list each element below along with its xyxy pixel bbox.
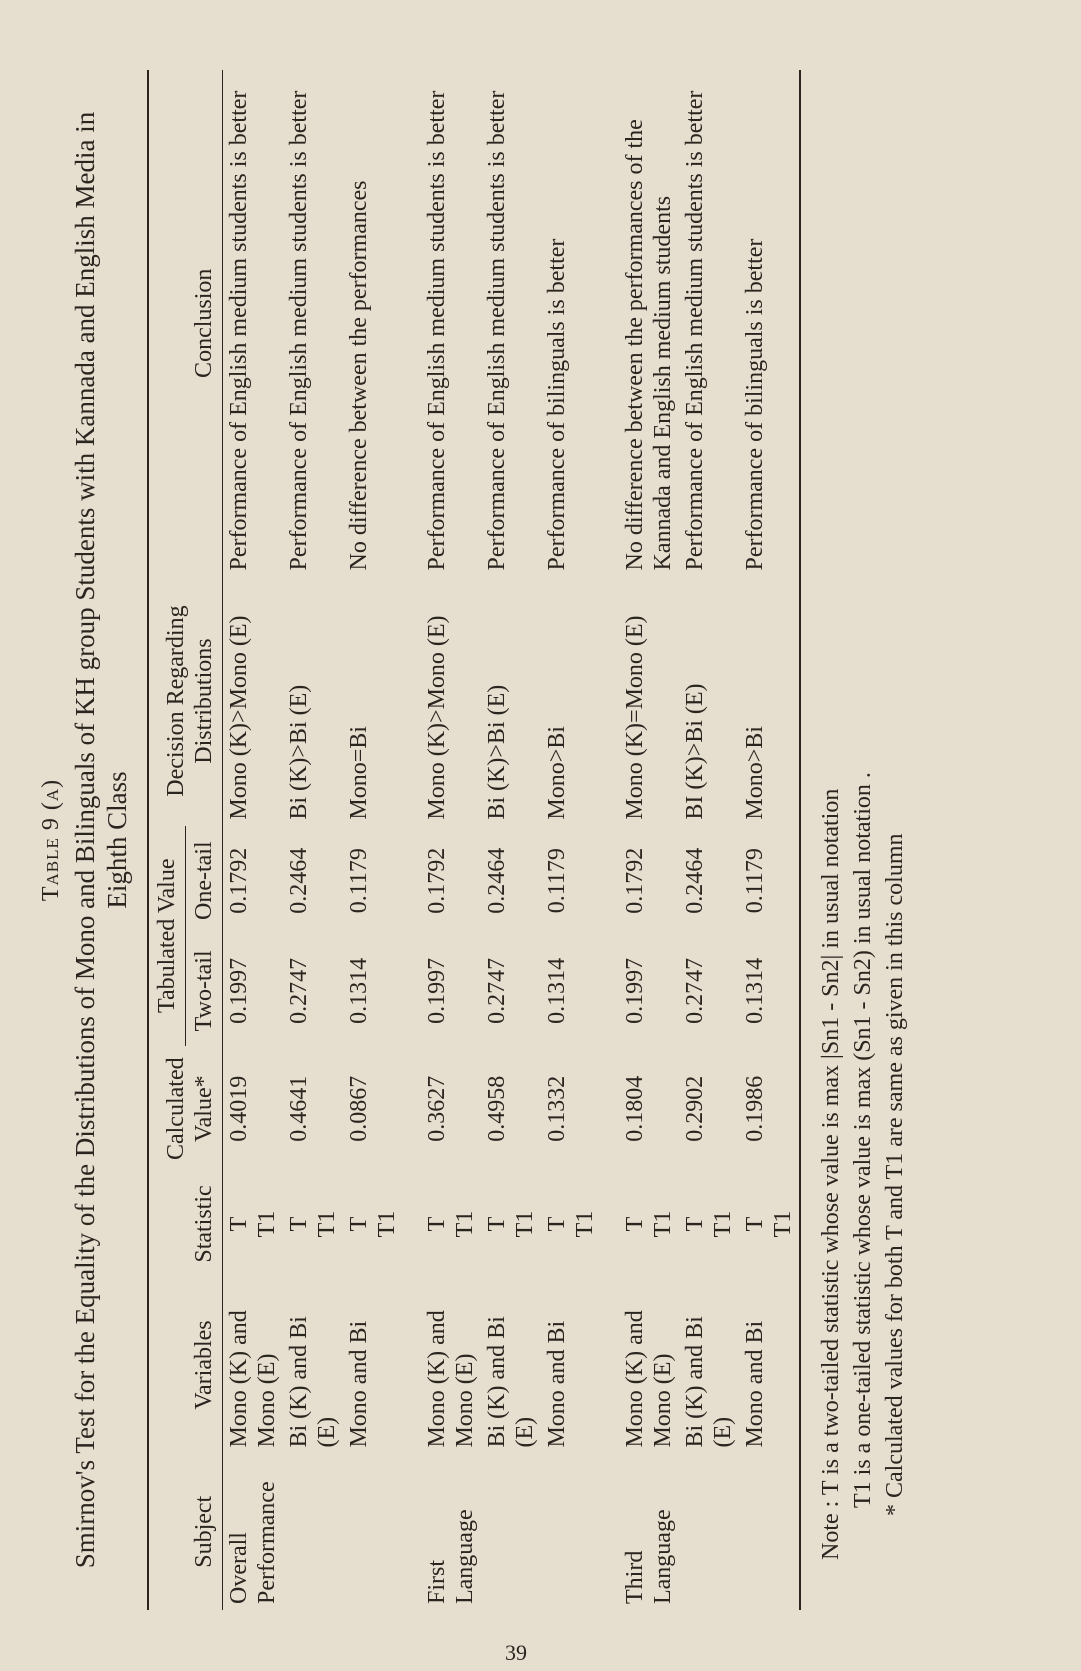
decision-cell: Mono>Bi (742, 726, 768, 820)
statistic-t1: T1 (650, 1210, 676, 1238)
conclusion-cell: Performance of bilinguals is better (544, 238, 570, 571)
header-one-tail: One-tail (186, 826, 223, 936)
statistic-t: T (622, 1216, 648, 1232)
decision-cell: Mono=Bi (346, 726, 372, 820)
subject-cell (541, 1454, 601, 1610)
statistic-t1: T1 (314, 1210, 340, 1238)
table-row (679, 70, 739, 1610)
table-label: Table 9 (a) (38, 778, 64, 902)
variables-cell: Bi (K) and Bi (E) (484, 1316, 538, 1448)
header-tabulated-value: Tabulated Value (154, 858, 180, 1014)
conclusion-cell: Performance of English medium students is better (424, 90, 450, 571)
conclusion-cell: Performance of English medium students is better (484, 90, 510, 571)
statistic-cell (619, 1171, 679, 1276)
header-decision: Decision Regarding Distributions (163, 605, 217, 797)
statistic-cell (343, 1171, 403, 1276)
two-tail-cell: 0.1314 (346, 957, 372, 1024)
two-tail-cell: 0.1314 (742, 957, 768, 1024)
header-subject: Subject (191, 1495, 217, 1568)
statistic-t: T (742, 1216, 768, 1232)
statistic-cell (421, 1171, 481, 1276)
two-tail-cell: 0.1314 (544, 957, 570, 1024)
variables-cell: Mono (K) and Mono (E) (226, 1310, 280, 1448)
statistic-t: T (544, 1216, 570, 1232)
decision-cell: Bi (K)>Bi (E) (286, 684, 312, 820)
table-row (541, 70, 601, 1610)
spacer-cell (601, 70, 619, 1610)
statistic-t: T (226, 1216, 252, 1232)
calculated-value-cell: 0.1804 (622, 1075, 648, 1142)
header-variables: Variables (191, 1320, 217, 1410)
group-spacer (403, 70, 421, 1610)
table-notes (815, 70, 911, 1560)
two-tail-cell: 0.1997 (226, 957, 252, 1024)
one-tail-cell: 0.1179 (346, 848, 372, 914)
table-row (481, 70, 541, 1610)
one-tail-cell: 0.1792 (226, 847, 252, 914)
one-tail-cell: 0.1792 (622, 847, 648, 914)
subject-cell: Overall Performance (226, 1481, 280, 1604)
statistic-t1: T1 (512, 1210, 538, 1238)
two-tail-cell: 0.1997 (622, 957, 648, 1024)
two-tail-cell: 0.1997 (424, 957, 450, 1024)
smirnov-test-table (149, 70, 799, 1610)
statistic-t: T (286, 1216, 312, 1232)
table-row (619, 70, 679, 1610)
variables-cell: Bi (K) and Bi (E) (682, 1316, 736, 1448)
table-row (283, 70, 343, 1610)
calculated-value-cell: 0.2902 (682, 1075, 708, 1142)
decision-cell: Mono (K)>Mono (E) (424, 615, 450, 820)
conclusion-cell: Performance of English medium students is better (226, 90, 252, 571)
conclusion-cell: No difference between the performances of the Kannada and English medium students (622, 119, 676, 571)
statistic-cell (283, 1171, 343, 1276)
subject-cell: Third Language (622, 1509, 676, 1604)
decision-cell: Mono (K)=Mono (E) (622, 615, 648, 820)
header-conclusion: Conclusion (191, 268, 217, 378)
subject-cell (679, 1454, 739, 1610)
variables-cell: Mono and Bi (346, 1320, 372, 1448)
conclusion-cell: No difference between the performances (346, 180, 372, 571)
calculated-value-cell: 0.1332 (544, 1075, 570, 1142)
note-2: T1 is a one-tailed statistic whose value is max (Sn1 - Sn2) in usual notation . (850, 772, 876, 1508)
statistic-t1: T1 (572, 1210, 598, 1238)
table-row (223, 70, 283, 1610)
subject-cell (481, 1454, 541, 1610)
group-spacer (601, 70, 619, 1610)
conclusion-cell: Performance of bilinguals is better (742, 238, 768, 571)
statistic-t1: T1 (374, 1210, 400, 1238)
variables-cell: Mono (K) and Mono (E) (424, 1310, 478, 1448)
two-tail-cell: 0.2747 (682, 957, 708, 1024)
spacer-cell (403, 70, 421, 1610)
one-tail-cell: 0.2464 (484, 847, 510, 914)
decision-cell: Mono (K)>Mono (E) (226, 615, 252, 820)
subject-cell (739, 1454, 799, 1610)
statistic-cell (481, 1171, 541, 1276)
statistic-t: T (346, 1216, 372, 1232)
decision-cell: BI (K)>Bi (E) (682, 683, 708, 820)
calculated-value-cell: 0.0867 (346, 1075, 372, 1142)
decision-cell: Bi (K)>Bi (E) (484, 684, 510, 820)
calculated-value-cell: 0.3627 (424, 1075, 450, 1142)
table-caption (38, 30, 133, 1650)
one-tail-cell: 0.2464 (286, 847, 312, 914)
variables-cell: Mono and Bi (742, 1320, 768, 1448)
header-statistic: Statistic (191, 1185, 217, 1263)
statistic-t1: T1 (254, 1210, 280, 1238)
one-tail-cell: 0.2464 (682, 847, 708, 914)
calculated-value-cell: 0.4019 (226, 1075, 252, 1142)
variables-cell: Mono and Bi (544, 1320, 570, 1448)
rotated-table-content (30, 30, 1050, 1650)
one-tail-cell: 0.1179 (544, 848, 570, 914)
calculated-value-cell: 0.1986 (742, 1075, 768, 1142)
statistic-t: T (424, 1216, 450, 1232)
two-tail-cell: 0.2747 (484, 957, 510, 1024)
page-number: 39 (505, 1640, 527, 1665)
conclusion-cell: Performance of English medium students is better (286, 90, 312, 571)
statistic-t1: T1 (452, 1210, 478, 1238)
statistic-t1: T1 (710, 1210, 736, 1238)
header-calculated-value: Calculated Value* (163, 1057, 217, 1161)
header-two-tail: Two-tail (186, 936, 223, 1046)
conclusion-cell: Performance of English medium students is better (682, 90, 708, 571)
variables-cell: Mono (K) and Mono (E) (622, 1310, 676, 1448)
two-tail-cell: 0.2747 (286, 957, 312, 1024)
subject-cell (283, 1454, 343, 1610)
table-row (421, 70, 481, 1610)
one-tail-cell: 0.1792 (424, 847, 450, 914)
calculated-value-cell: 0.4958 (484, 1075, 510, 1142)
statistic-cell (739, 1171, 799, 1276)
decision-cell: Mono>Bi (544, 726, 570, 820)
note-1-text: T is a two-tailed statistic whose value is max |Sn1 - Sn2| in usual notation (818, 788, 844, 1496)
note-1 (815, 70, 847, 1560)
table-body (223, 70, 799, 1610)
calculated-value-cell: 0.4641 (286, 1075, 312, 1142)
bottom-rule (799, 70, 801, 1610)
statistic-t: T (682, 1216, 708, 1232)
statistic-cell (223, 1171, 283, 1276)
note-label: Note : (818, 1500, 844, 1560)
subject-cell (343, 1454, 403, 1610)
one-tail-cell: 0.1179 (742, 848, 768, 914)
note-3: * Calculated values for both T and T1 are same as given in this column (882, 833, 908, 1516)
table-row (343, 70, 403, 1610)
statistic-t1: T1 (770, 1210, 796, 1238)
table-title: Smirnov's Test for the Equality of the Distributions of Mono and Bilinguals of KH group Students with Kannada and English Media in Eighth Class (70, 111, 132, 1569)
statistic-t: T (484, 1216, 510, 1232)
subject-cell: First Language (424, 1509, 478, 1604)
statistic-cell (541, 1171, 601, 1276)
table-row (739, 70, 799, 1610)
variables-cell: Bi (K) and Bi (E) (286, 1316, 340, 1448)
statistic-cell (679, 1171, 739, 1276)
